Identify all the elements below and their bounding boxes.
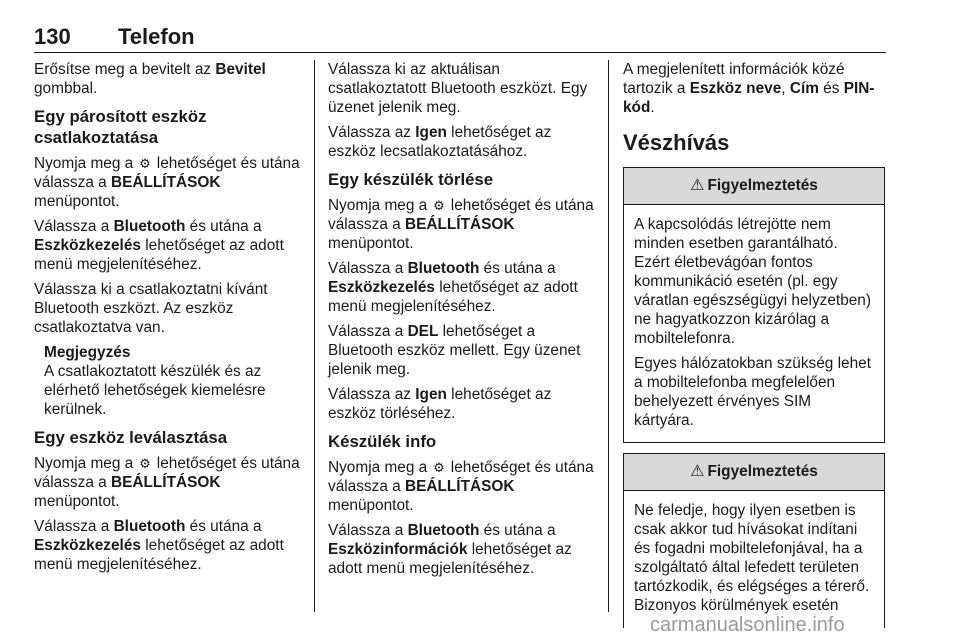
warning-text: Ne feledje, hogy ilyen esetben is csak akkor tud hívásokat indítani és fogadni mobiltelefonjával, ha a szolgáltató által lefedett területen tartózkodik, és elégséges a térerő. Bizonyos körülmények esetén — [634, 502, 870, 614]
paragraph — [328, 123, 598, 161]
text-run: Válassza a — [328, 522, 408, 539]
text-run: Nyomja meg a — [34, 455, 138, 472]
bold-term: DEL — [407, 323, 439, 340]
note-title: Megjegyzés — [44, 344, 131, 361]
warning-box — [623, 453, 885, 628]
column-middle — [328, 60, 598, 584]
text-run: , — [781, 80, 790, 97]
warning-icon: ⚠ — [690, 463, 705, 480]
bold-term: Bluetooth — [113, 518, 186, 535]
text-run: és — [818, 80, 844, 97]
section-heading: Készülék info — [328, 432, 437, 451]
warning-title: Figyelmeztetés — [707, 463, 818, 480]
warning-text: A kapcsolódás létrejötte nem minden esetben garantálható. Ezért életbevágóan fontos kommunikáció esetén (pl. egy váratlan egészségügyi helyzetben) ne hagyatkozzon kizárólag a mobiltelefonra. — [634, 216, 871, 347]
bold-term: BEÁLLÍTÁSOK — [405, 216, 515, 233]
bold-term: PIN-kód — [623, 80, 875, 116]
text-run: Válassza a — [328, 323, 408, 340]
text-run: és utána a — [479, 522, 556, 539]
watermark: carmanualsonline.info — [650, 614, 845, 636]
bold-term: BEÁLLÍTÁSOK — [111, 174, 221, 191]
paragraph — [34, 60, 300, 98]
section-heading: Egy párosított eszköz csatlakoztatása — [34, 107, 207, 147]
paragraph — [328, 196, 598, 253]
text-run: Válassza ki a csatlakoztatni kívánt Bluetooth eszközt. Az eszköz csatlakoztatva van. — [34, 281, 268, 336]
header-rule — [34, 52, 886, 53]
settings-icon: ⚙ — [433, 460, 445, 475]
warning-title: Figyelmeztetés — [707, 177, 818, 194]
text-run: Válassza a — [34, 218, 114, 235]
text-run: Válassza az — [328, 386, 416, 403]
text-run: lehetőséget és utána válassza a — [34, 455, 300, 491]
column-divider — [314, 60, 315, 612]
page-header — [34, 22, 886, 52]
bold-term: Bevitel — [215, 61, 266, 78]
paragraph — [328, 385, 598, 423]
column-right — [623, 60, 885, 628]
paragraph — [328, 259, 598, 316]
text-run: lehetőséget az adott menü megjelenítéséhez. — [34, 237, 284, 273]
bold-term: Eszközkezelés — [34, 237, 141, 254]
note-text: A csatlakoztatott készülék és az elérhető lehetőségek kiemelésre kerülnek. — [44, 363, 266, 418]
text-run: és utána a — [185, 218, 262, 235]
text-run: és utána a — [185, 518, 262, 535]
text-run: menüpontot. — [34, 493, 120, 510]
text-run: Erősítse meg a bevitelt az — [34, 61, 216, 78]
section-heading-large: Vészhívás — [623, 130, 730, 155]
text-run: lehetőséget és utána válassza a — [34, 155, 300, 191]
bold-term: Eszközinformációk — [328, 541, 468, 558]
page-number: 130 — [34, 24, 71, 49]
settings-icon: ⚙ — [139, 156, 151, 171]
paragraph — [328, 322, 598, 379]
paragraph — [34, 217, 300, 274]
paragraph — [328, 458, 598, 515]
text-run: menüpontot. — [328, 497, 414, 514]
text-run: lehetőséget az eszköz lecsatlakoztatásához. — [328, 124, 552, 160]
text-run: lehetőséget az adott menü megjelenítéséhez. — [328, 279, 578, 315]
text-run: és utána a — [479, 260, 556, 277]
paragraph — [328, 521, 598, 578]
bold-term: Bluetooth — [407, 522, 480, 539]
text-run: lehetőséget és utána válassza a — [328, 459, 594, 495]
bold-term: Bluetooth — [113, 218, 186, 235]
warning-body — [624, 491, 884, 627]
text-run: Válassza az — [328, 124, 416, 141]
warning-text: Egyes hálózatokban szükség lehet a mobiltelefonba megfelelően behelyezett érvényes SIM kártyára. — [634, 355, 871, 429]
bold-term: Eszközkezelés — [328, 279, 435, 296]
settings-icon: ⚙ — [433, 198, 445, 213]
warning-header — [624, 168, 884, 205]
text-run: lehetőséget az adott menü megjelenítéséhez. — [328, 541, 572, 577]
text-run: Válassza a — [328, 260, 408, 277]
paragraph — [34, 280, 300, 337]
bold-term: Cím — [789, 80, 819, 97]
warning-icon: ⚠ — [690, 177, 705, 194]
paragraph — [34, 454, 300, 511]
paragraph — [34, 154, 300, 211]
column-divider — [608, 60, 609, 612]
warning-body — [624, 205, 884, 442]
warning-header — [624, 454, 884, 491]
bold-term: Igen — [415, 386, 447, 403]
text-run: lehetőséget és utána válassza a — [328, 197, 594, 233]
section-heading: Egy készülék törlése — [328, 170, 494, 189]
text-run: A megjelenített információk közé tartozik a — [623, 61, 845, 97]
paragraph — [623, 60, 885, 117]
paragraph — [328, 60, 598, 117]
bold-term: Igen — [415, 124, 447, 141]
bold-term: BEÁLLÍTÁSOK — [405, 478, 515, 495]
text-run: Válassza a — [34, 518, 114, 535]
text-run: Nyomja meg a — [34, 155, 138, 172]
paragraph — [34, 517, 300, 574]
text-run: gombbal. — [34, 80, 98, 97]
text-run: Nyomja meg a — [328, 197, 432, 214]
text-run: lehetőséget a Bluetooth eszköz mellett. Egy üzenet jelenik meg. — [328, 323, 581, 378]
text-run: lehetőséget az eszköz törléséhez. — [328, 386, 552, 422]
text-run: menüpontot. — [328, 235, 414, 252]
text-run: menüpontot. — [34, 193, 120, 210]
warning-box — [623, 167, 885, 443]
text-run: . — [650, 99, 655, 116]
text-run: Válassza ki az aktuálisan csatlakoztatott Bluetooth eszközt. Egy üzenet jelenik meg. — [328, 61, 588, 116]
column-left — [34, 60, 300, 580]
note — [44, 343, 300, 419]
settings-icon: ⚙ — [139, 456, 151, 471]
bold-term: Eszközkezelés — [34, 537, 141, 554]
bold-term: BEÁLLÍTÁSOK — [111, 474, 221, 491]
section-heading: Egy eszköz leválasztása — [34, 428, 228, 447]
bold-term: Eszköz neve — [689, 80, 782, 97]
chapter-title: Telefon — [118, 24, 195, 49]
text-run: Nyomja meg a — [328, 459, 432, 476]
text-run: lehetőséget az adott menü megjelenítéséhez. — [34, 537, 284, 573]
bold-term: Bluetooth — [407, 260, 480, 277]
